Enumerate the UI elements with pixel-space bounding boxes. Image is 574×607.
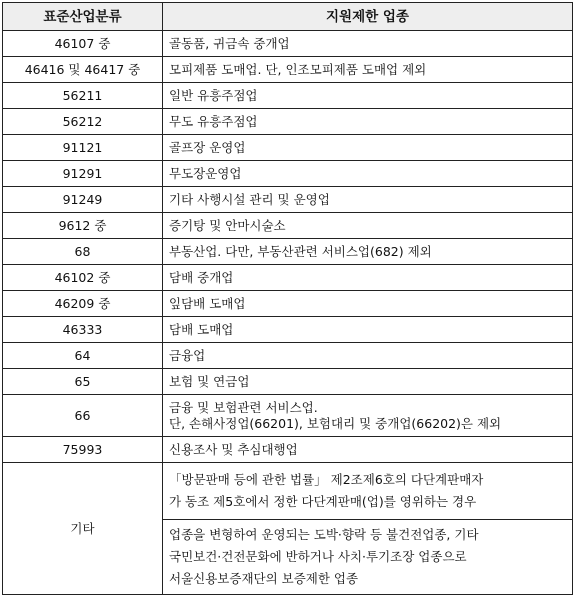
- restricted-industry: 무도 유흥주점업: [163, 109, 573, 135]
- industry-code: 56211: [3, 83, 163, 109]
- table-row: [3, 291, 573, 317]
- industry-code: 46102 중: [3, 265, 163, 291]
- industry-code: 91249: [3, 187, 163, 213]
- table-row: [3, 109, 573, 135]
- industry-code: 56212: [3, 109, 163, 135]
- restricted-industry: 부동산업. 다만, 부동산관련 서비스업(682) 제외: [163, 239, 573, 265]
- industry-code: 68: [3, 239, 163, 265]
- industry-code-other: 기타: [3, 463, 163, 595]
- restricted-industry: 골프장 운영업: [163, 135, 573, 161]
- table-row: [3, 83, 573, 109]
- restricted-industry: 기타 사행시설 관리 및 운영업: [163, 187, 573, 213]
- restricted-industry: 골동품, 귀금속 중개업: [163, 31, 573, 57]
- restricted-industry-line: 「방문판매 등에 관한 법률」 제2조제6호의 다단계판매자: [169, 472, 484, 487]
- industry-code: 65: [3, 369, 163, 395]
- table-row: [3, 57, 573, 83]
- industry-code: 66: [3, 395, 163, 437]
- table-row-other: [3, 463, 573, 520]
- industry-code: 46333: [3, 317, 163, 343]
- restricted-industry: [163, 395, 573, 437]
- table-row: [3, 369, 573, 395]
- restricted-industry: 금융업: [163, 343, 573, 369]
- header-row: [3, 3, 573, 31]
- table-row: [3, 343, 573, 369]
- restricted-industry-table: [2, 2, 573, 595]
- restricted-industry-line: 국민보건·건전문화에 반하거나 사치·투기조장 업종으로: [169, 549, 467, 564]
- restricted-industry: 신용조사 및 추심대행업: [163, 437, 573, 463]
- industry-code: 75993: [3, 437, 163, 463]
- restricted-industry: 일반 유흥주점업: [163, 83, 573, 109]
- restricted-industry: 모피제품 도매업. 단, 인조모피제품 도매업 제외: [163, 57, 573, 83]
- table-row: [3, 187, 573, 213]
- table-row: [3, 135, 573, 161]
- restricted-industry: 보험 및 연금업: [163, 369, 573, 395]
- restricted-industry: 담배 도매업: [163, 317, 573, 343]
- industry-code: 91121: [3, 135, 163, 161]
- restricted-industry-line: 서울신용보증재단의 보증제한 업종: [169, 571, 359, 586]
- restricted-industry-line: 업종을 변형하여 운영되는 도박·향락 등 불건전업종, 기타: [169, 527, 479, 542]
- table-row: [3, 317, 573, 343]
- table-row: [3, 31, 573, 57]
- table-row: [3, 239, 573, 265]
- table-row: [3, 161, 573, 187]
- restricted-industry: 무도장운영업: [163, 161, 573, 187]
- header-code: 표준산업분류: [3, 3, 163, 31]
- restricted-industry: 증기탕 및 안마시술소: [163, 213, 573, 239]
- industry-code: 46209 중: [3, 291, 163, 317]
- restricted-industry-line: 금융 및 보험관련 서비스업.: [169, 399, 318, 415]
- table-row: [3, 395, 573, 437]
- restricted-industry-other-2: [163, 520, 573, 595]
- industry-code: 91291: [3, 161, 163, 187]
- industry-code: 46107 중: [3, 31, 163, 57]
- restricted-industry: 담배 중개업: [163, 265, 573, 291]
- restricted-industry-line: 가 동조 제5호에서 정한 다단계판매(업)를 영위하는 경우: [169, 494, 477, 509]
- table-row: [3, 437, 573, 463]
- restricted-industry-line: 단, 손해사정업(66201), 보험대리 및 중개업(66202)은 제외: [169, 415, 502, 431]
- industry-code: 9612 중: [3, 213, 163, 239]
- table-row: [3, 213, 573, 239]
- table-row: [3, 265, 573, 291]
- industry-code: 64: [3, 343, 163, 369]
- industry-code: 46416 및 46417 중: [3, 57, 163, 83]
- restricted-industry-other-1: [163, 463, 573, 520]
- header-restricted: 지원제한 업종: [163, 3, 573, 31]
- restricted-industry: 잎담배 도매업: [163, 291, 573, 317]
